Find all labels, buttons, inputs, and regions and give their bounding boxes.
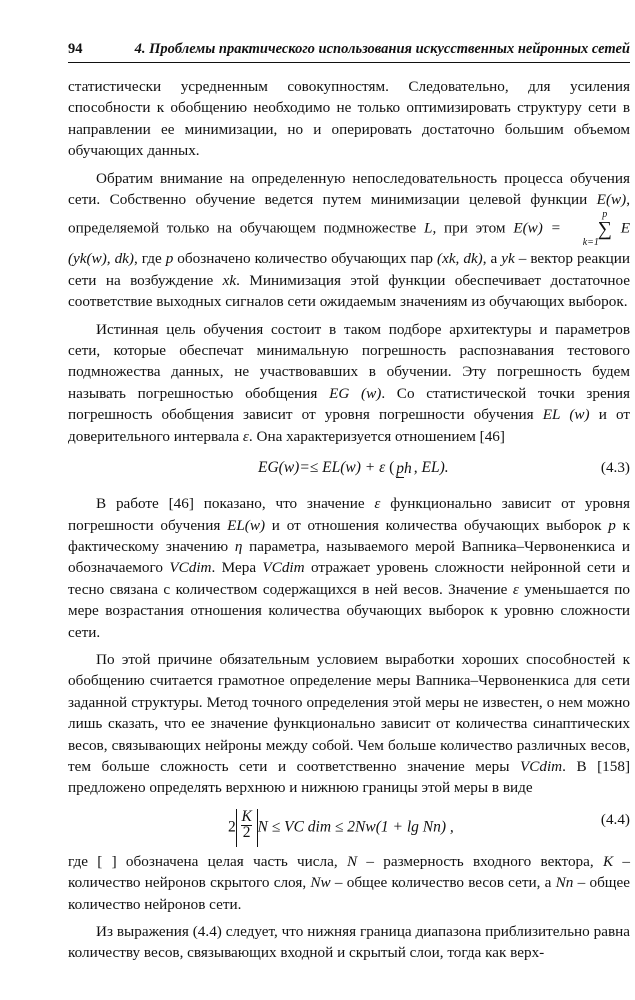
paragraph-1: статистически усредненным совокупностям. Следовательно, для усиления способности к обобщению необходимо не только оптимизировать структуру сети в направлении ее минимизации, но и оперировать достаточно большим объемом обучающих данных.	[68, 78, 630, 160]
sum-sign: p ∑ k=1	[582, 209, 612, 249]
symbol-EL: EL (w)	[542, 406, 590, 424]
body-text	[68, 76, 630, 964]
equation-number-4-3: (4.3)	[600, 459, 630, 477]
symbol-p: p	[165, 250, 174, 268]
symbol-L: L	[423, 219, 433, 237]
symbol-pair: (xk, dk)	[437, 250, 483, 268]
paragraph-3: Истинная цель обучения состоит в таком подборе архитектуры и параметров сети, которые обеспечат минимальную погрешность распознавания тестового подмножества данных, не участвовавших в обучении. Эту погрешность будем называть погрешностью обобщения EG (w). Со статистической точки зрения погрешность обобщения зависит от уровня погрешности обучения EL (w) и от доверительного интервала ε. Она характеризуется отношением [46]	[68, 320, 630, 445]
symbol-VCdim: VCdim	[169, 559, 212, 577]
symbol-Nw: Nw	[310, 874, 331, 892]
symbol-EG: EG (w)	[329, 384, 382, 402]
symbol-eta: η	[234, 537, 243, 555]
equation-4-4: $2 \frac{K}{2}$ N ≤ VC dim ≤ 2Nw(1 + lg Nn) , (4.4)	[68, 799, 630, 845]
page-number: 94	[68, 41, 83, 57]
formula-Ew-def: E(w) =	[513, 219, 561, 237]
paragraph-2: Обратим внимание на определенную непоследовательность процесса обучения сети. Собственно обучение ведется путем минимизации целевой функции E(w), определяемой только на обучающем подмножестве L, при этом E(w) = p ∑ k=1 E (yk(w), dk), где p обозначено количество обучающих пар (xk, dk), а yk – вектор реакции сети на возбуждение xk. Минимизация этой функции обеспечивает достаточное соответствие выходных сигналов сети ожидаемым значениям из обучающих выборок.	[68, 169, 631, 311]
symbol-N: N	[346, 852, 358, 870]
symbol-Ew: E(w)	[596, 191, 627, 209]
symbol-xk: xk	[222, 271, 237, 289]
paragraph-7: Из выражения (4.4) следует, что нижняя граница диапазона приблизительно равна количеству весов, связывающих входной и скрытый слои, тогда как верх-	[68, 923, 630, 962]
equation-4-3: EG(w)=≤ EL(w) + ε ( ph , EL). (4.3)	[258, 459, 630, 477]
fraction-K-2: $\frac{K}{2}$	[241, 807, 252, 841]
paragraph-4: В работе [46] показано, что значение ε функционально зависит от уровня погрешности обучения EL(w) и от отношения количества обучающих выборок p к фактическому значению η параметра, называемого мерой Вапника–Червоненкиса и обозначаемого VCdim. Мера VCdim отражает уровень сложности нейронной сети и тесно связана с количеством содержащихся в ней весов. Значение ε уменьшается по мере возрастания отношения количества обучающих выборок к уровню сложности сети.	[68, 495, 631, 641]
equation-number-4-4: (4.4)	[600, 810, 630, 828]
sum-body: E (yk(w), dk)	[68, 219, 631, 268]
chapter-title: 4. Проблемы практического использования искусственных нейронных сетей	[134, 41, 630, 57]
symbol-ELw: EL(w)	[227, 516, 266, 534]
fraction-p-h: ph	[396, 459, 412, 477]
paragraph-6: где [ ] обозначена целая часть числа, N – размерность входного вектора, K – количество нейронов скрытого слоя, Nw – общее количество весов сети, а Nn – общее количество нейронов сети.	[68, 852, 631, 913]
symbol-K: K	[602, 852, 614, 870]
symbol-eps: ε	[242, 427, 249, 445]
symbol-Nn: Nn	[555, 874, 574, 892]
integer-part-bracket	[236, 809, 258, 847]
symbol-yk: yk	[501, 250, 515, 268]
running-header	[68, 40, 630, 63]
paragraph-5: По этой причине обязательным условием выработки хороших способностей к обобщению считается грамотное определение меры Вапника–Червоненкиса для сети заданной структуры. Метод точного определения этой меры не известен, о нем можно лишь сказать, что ее значение функционально зависит от количества синаптических весов, связывающих нейроны между собой. Чем больше количество различных весов, тем больше сложность сети и соответственно значение меры VCdim. В [158] предложено определять верхнюю и нижнюю границы этой меры в виде	[68, 650, 630, 797]
